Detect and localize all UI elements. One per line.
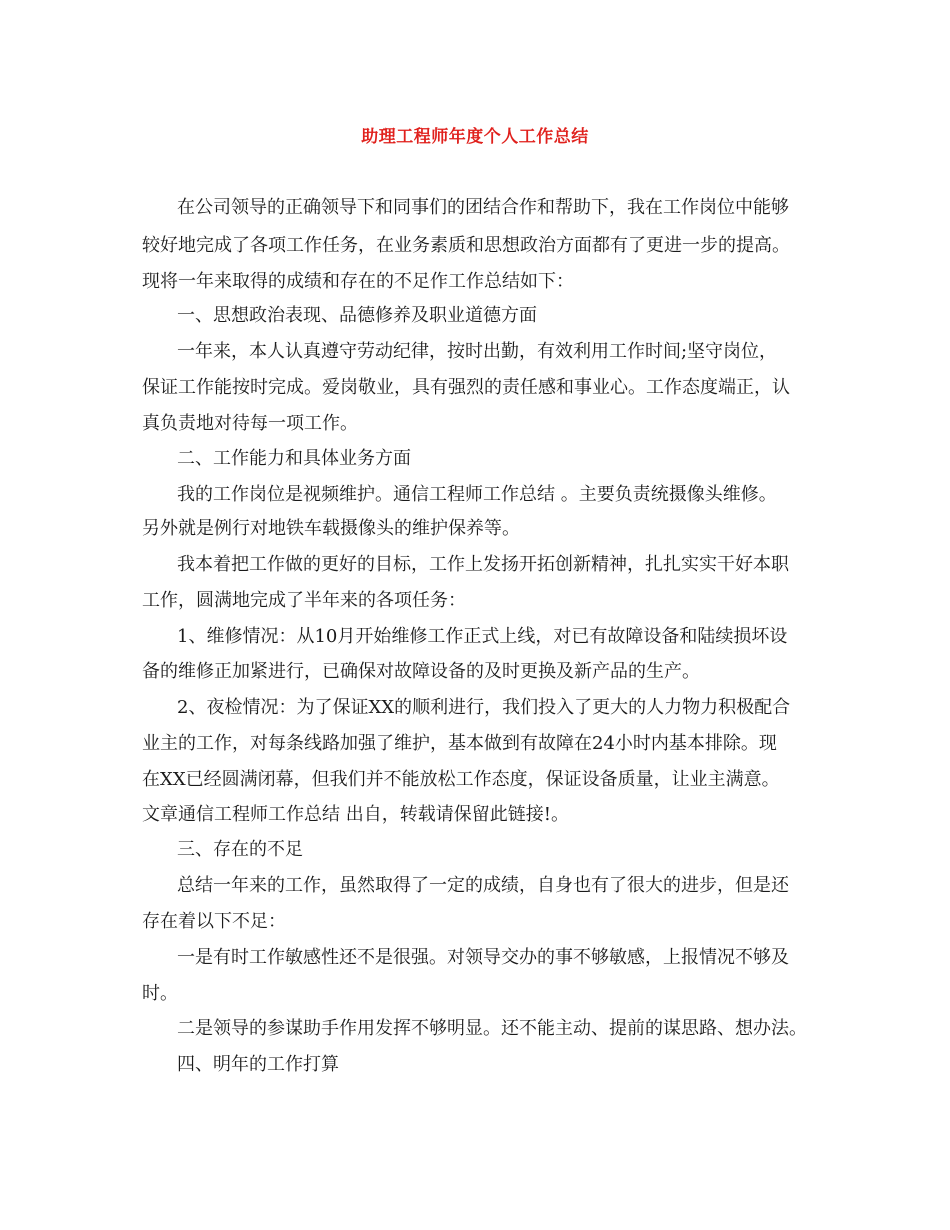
body-line: 真负责地对待每一项工作。: [142, 413, 358, 434]
body-line: 工作，圆满地完成了半年来的各项任务：: [142, 590, 466, 611]
body-line: 保证工作能按时完成。爱岗敬业，具有强烈的责任感和事业心。工作态度端正，认: [142, 377, 790, 398]
body-line: 一是有时工作敏感性还不是很强。对领导交办的事不够敏感，上报情况不够及: [177, 947, 789, 968]
body-line: 二是领导的参谋助手作用发挥不够明显。还不能主动、提前的谋思路、想办法。: [177, 1018, 807, 1039]
body-line: 较好地完成了各项工作任务，在业务素质和思想政治方面都有了更进一步的提高。: [142, 235, 790, 256]
document-title: 助理工程师年度个人工作总结: [361, 127, 589, 147]
body-line: 总结一年来的工作，虽然取得了一定的成绩，自身也有了很大的进步，但是还: [177, 875, 789, 896]
body-line: 一年来，本人认真遵守劳动纪律，按时出勤，有效利用工作时间;坚守岗位，: [177, 341, 778, 362]
body-line: 1、维修情况：从10月开始维修工作正式上线，对已有故障设备和陆续损坏设: [177, 626, 788, 647]
body-line: 我本着把工作做的更好的目标，工作上发扬开拓创新精神，扎扎实实干好本职: [177, 554, 789, 575]
body-line: 现将一年来取得的成绩和存在的不足作工作总结如下：: [142, 271, 574, 292]
section-heading: 一、思想政治表现、品德修养及职业道德方面: [177, 305, 537, 326]
body-line: 业主的工作，对每条线路加强了维护，基本做到有故障在24小时内基本排除。现: [142, 733, 777, 754]
body-line: 另外就是例行对地铁车载摄像头的维护保养等。: [142, 518, 520, 539]
body-line: 存在着以下不足：: [142, 911, 286, 932]
section-heading: 二、工作能力和具体业务方面: [177, 448, 411, 469]
body-line: 时。: [142, 983, 178, 1004]
body-line: 我的工作岗位是视频维护。通信工程师工作总结 。主要负责统摄像头维修。: [177, 484, 777, 505]
body-line: 在XX已经圆满闭幕，但我们并不能放松工作态度，保证设备质量，让业主满意。: [142, 769, 780, 790]
body-line: 备的维修正加紧进行，已确保对故障设备的及时更换及新产品的生产。: [142, 661, 700, 682]
body-line: 在公司领导的正确领导下和同事们的团结合作和帮助下，我在工作岗位中能够: [177, 197, 789, 218]
section-heading: 三、存在的不足: [177, 839, 303, 860]
body-line: 文章通信工程师工作总结 出自，转载请保留此链接!。: [142, 804, 569, 825]
section-heading: 四、明年的工作打算: [177, 1054, 339, 1075]
body-line: 2、夜检情况：为了保证XX的顺利进行，我们投入了更大的人力物力积极配合: [177, 697, 791, 718]
